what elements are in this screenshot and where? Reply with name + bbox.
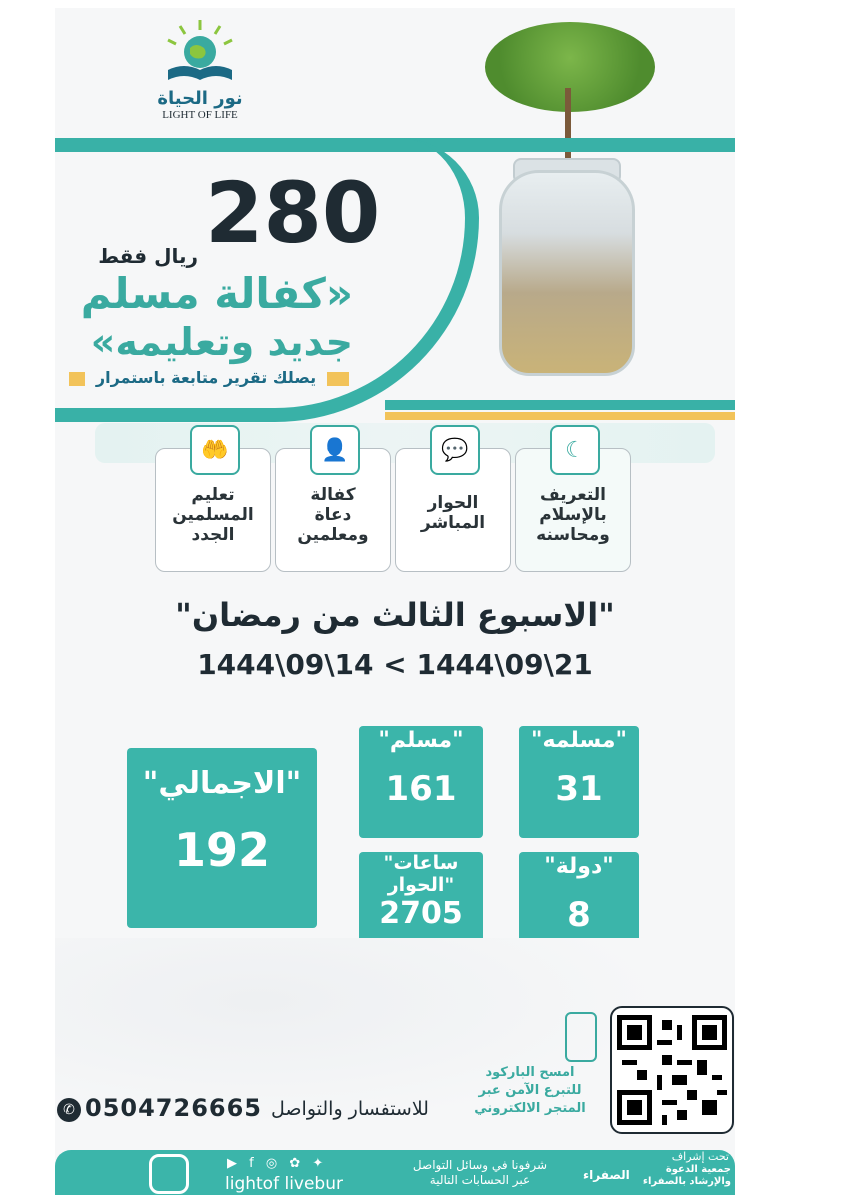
stat-title: "الاجمالي": [142, 766, 302, 801]
poster: [55, 8, 735, 1195]
whatsapp-icon: ✆: [57, 1098, 81, 1122]
book-moon-icon: ☾: [550, 425, 600, 475]
stat-value: 8: [567, 895, 591, 935]
sponsor-logo: الصفراء: [583, 1168, 630, 1182]
accent-bar: [385, 412, 735, 420]
phone-scan-icon: [565, 1012, 597, 1062]
service-label: التعريف بالإسلام ومحاسنه: [536, 485, 610, 545]
header-band-bottom: [385, 400, 735, 410]
chat-bubbles-icon: 💬: [430, 425, 480, 475]
social-handle: lightof livebur: [225, 1174, 343, 1194]
stat-value: 192: [173, 823, 271, 877]
stat-title: "دولة": [544, 854, 614, 879]
logo-english: LIGHT OF LIFE: [162, 109, 238, 121]
app-icon: [149, 1154, 189, 1194]
stat-muslim: [359, 726, 483, 838]
service-card-taleem: [155, 437, 271, 572]
week-title: "الاسبوع الثالث من رمضان": [175, 596, 615, 634]
service-card-hiwar: [395, 437, 511, 572]
stat-value: 161: [385, 769, 457, 809]
stat-value: 2705: [379, 896, 463, 931]
stat-value: 31: [555, 769, 603, 809]
report-note-text: يصلك تقرير متابعة باستمرار: [95, 368, 317, 387]
qr-code-icon: [617, 1015, 727, 1125]
stat-title: "ساعات الحوار": [383, 852, 459, 896]
note-highlight-left: [69, 372, 85, 386]
social-icons: ▶ f ◎ ✿ ✦: [227, 1156, 328, 1171]
stat-total: [127, 748, 317, 928]
note-highlight: [327, 372, 349, 386]
contact-phone[interactable]: 0504726665: [85, 1094, 262, 1122]
hero-line-1: «كفالة مسلم: [80, 269, 353, 318]
footer-bar: [55, 1150, 735, 1195]
logo-arabic: نور الحياة: [157, 88, 243, 109]
sponsor-name: جمعية الدعوة والإرشاد بالصفراء: [642, 1164, 731, 1187]
social-text: شرفونا في وسائل التواصل عبر الحسابات التالية: [412, 1158, 548, 1187]
week-dates: 1444\09\14 < 1444\09\21: [197, 648, 593, 681]
service-label: تعليم المسلمين الجدد: [172, 485, 254, 545]
logo: [150, 18, 250, 128]
service-card-tareef: [515, 437, 631, 572]
service-label: الحوار المباشر: [420, 493, 486, 533]
stat-muslima: [519, 726, 639, 838]
teacher-icon: 👤: [310, 425, 360, 475]
contact-label: للاستفسار والتواصل: [271, 1098, 429, 1120]
hero-line-2: جديد وتعليمه»: [90, 320, 353, 364]
service-card-kafala: [275, 437, 391, 572]
qr-code[interactable]: [610, 1006, 734, 1134]
report-note: [69, 368, 349, 388]
service-label: كفالة دعاة ومعلمين: [297, 485, 369, 545]
price-amount: 280: [205, 164, 381, 262]
globe-book-icon: [160, 18, 240, 88]
stat-title: "مسلمه": [530, 728, 628, 753]
praying-hands-icon: 🤲: [190, 425, 240, 475]
qr-caption: امسح الباركود للتبرع الآمن عبر المتجر الالكتروني: [474, 1065, 586, 1116]
sponsor-intro: تحت إشراف: [671, 1150, 729, 1163]
coin-jar-image: [499, 170, 635, 376]
stat-title: "مسلم": [378, 728, 464, 753]
price-currency: ريال فقط: [98, 244, 198, 268]
